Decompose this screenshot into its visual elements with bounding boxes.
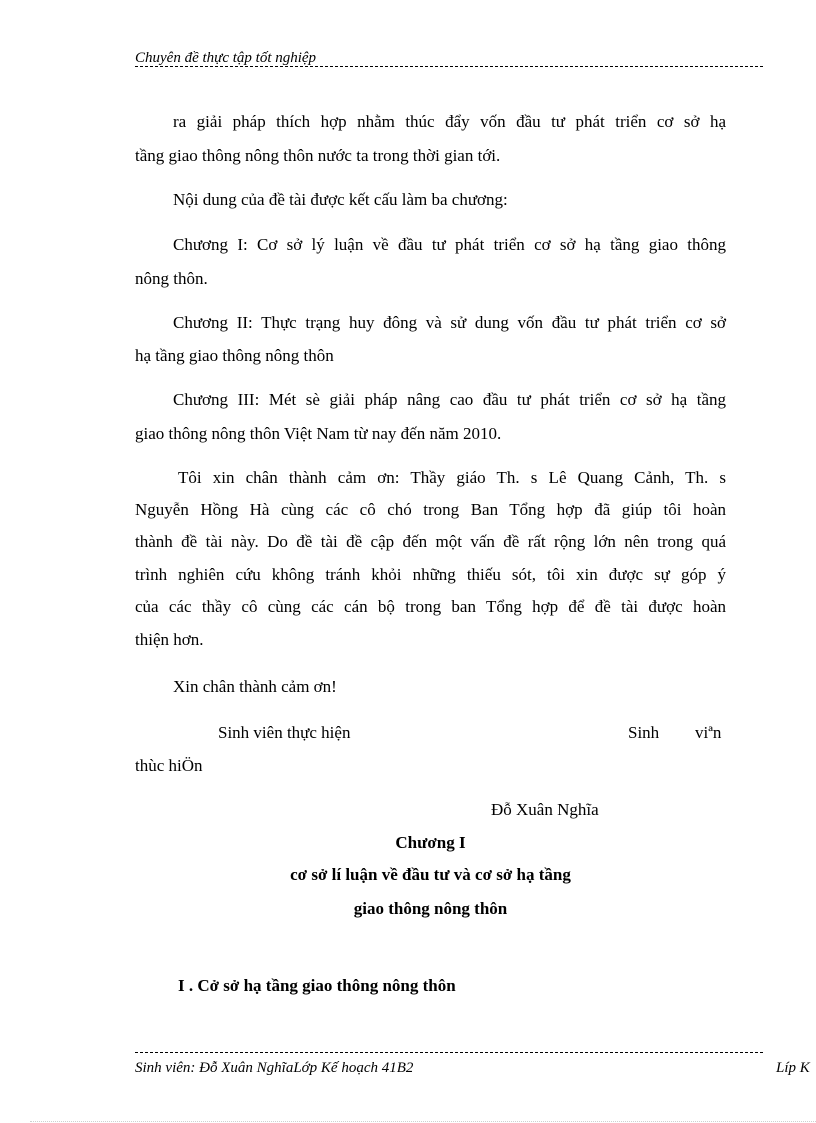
signature-label-right-word-2: viªn [695, 723, 722, 742]
footer-divider [135, 1052, 763, 1053]
running-header: Chuyên đề thực tập tốt nghiệp [135, 50, 317, 66]
paragraph-6-line-6: thiện hơn. [135, 630, 204, 649]
paragraph-5-line-2: giao thông nông thôn Việt Nam từ nay đến năm 2010. [135, 424, 502, 443]
paragraph-1-line-1: ra giải pháp thích hợp nhằm thúc đẩy vốn đầu tư phát triển cơ sở hạ [173, 112, 726, 131]
running-footer-left: Sinh viên: Đỗ Xuân NghĩaLớp Kế hoạch 41B2 [135, 1060, 414, 1076]
paragraph-5-line-1: Chương III: Mét sè giải pháp nâng cao đầu tư phát triển cơ sở hạ tầng [173, 390, 726, 409]
paragraph-6-line-2: Nguyễn Hồng Hà cùng các cô chó trong Ban Tổng hợp đã giúp tôi hoàn [135, 500, 726, 519]
section-heading: I . Cở sở hạ tầng giao thông nông thôn [178, 976, 456, 995]
page-edge [30, 1121, 816, 1122]
header-divider [135, 66, 763, 67]
paragraph-1-line-2: tầng giao thông nông thôn nước ta trong thời gian tới. [135, 146, 501, 165]
paragraph-3-line-1: Chương I: Cơ sở lý luận về đầu tư phát triển cơ sở hạ tầng giao thông [173, 235, 726, 254]
signature-label-right-word-1: Sinh [628, 723, 660, 742]
author-name: Đỗ Xuân Nghĩa [491, 800, 599, 819]
paragraph-4-line-1: Chương II: Thực trạng huy đông và sử dung vốn đầu tư phát triển cơ sở [173, 313, 726, 332]
chapter-title-line-1: cơ sở lí luận về đầu tư và cơ sở hạ tầng [290, 865, 571, 884]
paragraph-6-line-1: Tôi xin chân thành cảm ơn: Thầy giáo Th. s Lê Quang Cảnh, Th. s [178, 468, 726, 487]
paragraph-3-line-2: nông thôn. [135, 269, 208, 288]
running-footer-right: Líp K [776, 1060, 810, 1076]
chapter-title-line-2: giao thông nông thôn [353, 899, 508, 918]
paragraph-4-line-2: hạ tầng giao thông nông thôn [135, 346, 334, 365]
chapter-number: Chương I [395, 833, 466, 852]
paragraph-6-line-5: của các thầy cô cùng các cán bộ trong ban Tổng hợp để đề tài được hoàn [135, 597, 726, 616]
signature-label-left: Sinh viên thực hiện [218, 723, 351, 742]
paragraph-6-line-3: thành đề tài này. Do đề tài đề cập đến một vấn đề rất rộng lớn nên trong quá [135, 532, 726, 551]
signature-label-continuation: thùc hiÖn [135, 756, 203, 775]
paragraph-2-line-1: Nội dung của đề tài được kết cấu làm ba chương: [173, 190, 508, 209]
closing-thanks: Xin chân thành cảm ơn! [173, 677, 337, 696]
paragraph-6-line-4: trình nghiên cứu không tránh khỏi những thiếu sót, tôi xin được sự góp ý [135, 565, 726, 584]
